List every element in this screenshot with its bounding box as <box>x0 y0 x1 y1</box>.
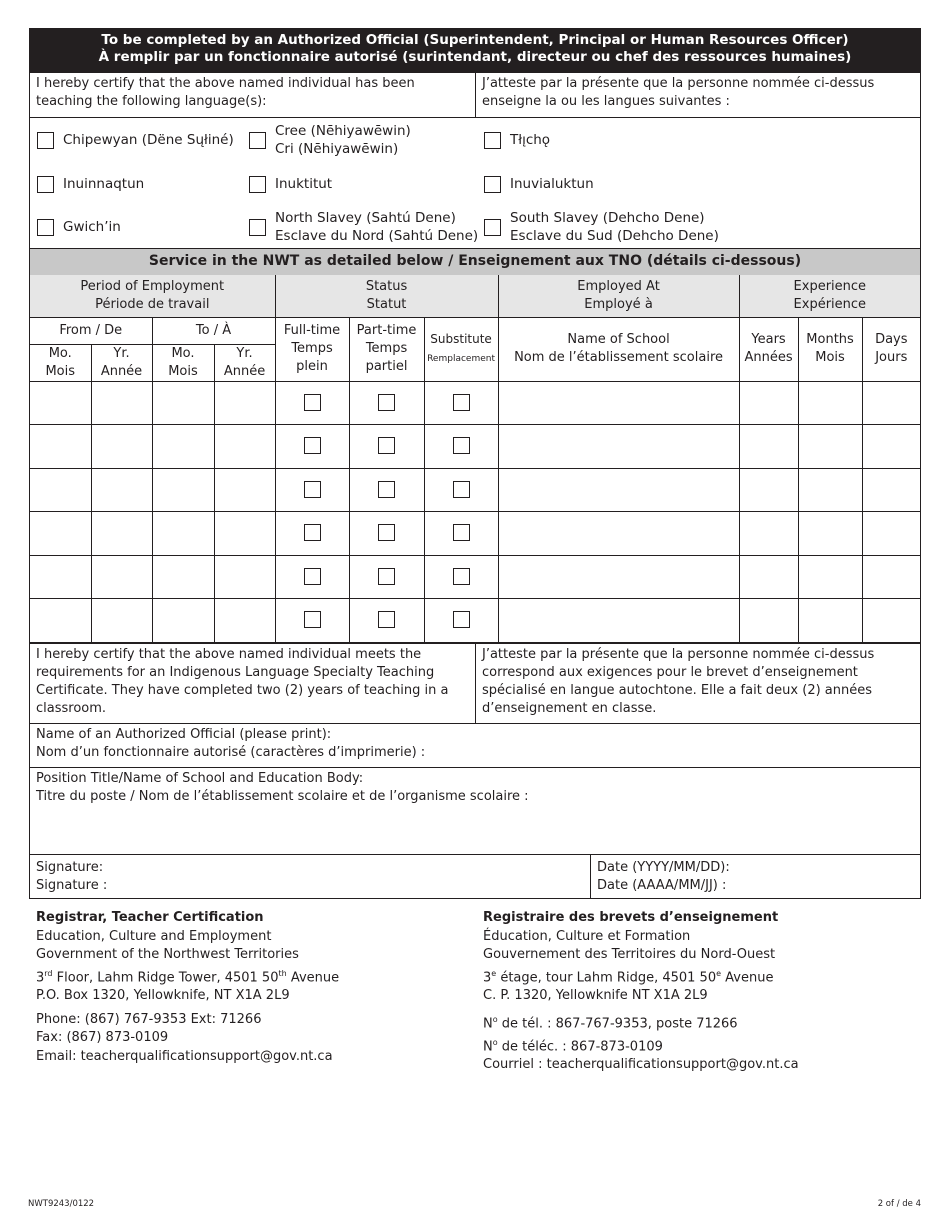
contact-line: C. P. 1320, Yellowknife NT X1A 2L9 <box>483 988 708 1004</box>
from-month-header <box>30 344 91 381</box>
school-header-fr: Nom de l’établissement scolaire <box>514 350 724 365</box>
contact-line: Éducation, Culture et Formation <box>483 928 691 944</box>
language-label: Inuvialuktun <box>510 176 594 192</box>
official-name-field[interactable] <box>30 723 920 767</box>
years-header-en: Years <box>751 332 786 347</box>
fulltime-cell[interactable] <box>275 512 349 556</box>
form-number: NWT9243/0122 <box>28 1199 95 1209</box>
from-year-header <box>91 344 152 381</box>
teaching-certification-row <box>30 72 920 117</box>
to-year-cell[interactable] <box>214 425 275 469</box>
school-header-en: Name of School <box>567 332 670 347</box>
years-cell[interactable] <box>739 381 798 425</box>
from-year-cell[interactable] <box>91 425 152 469</box>
requirements-certification-en: I hereby certify that the above named individual meets the requirements for an Indigenous Language Specialty Teaching Certificate. They have completed two (2) years of teaching in a classroom. <box>30 644 476 723</box>
months-cell[interactable] <box>798 381 862 425</box>
months-cell[interactable] <box>798 468 862 512</box>
parttime-cell[interactable] <box>349 555 424 599</box>
checkbox[interactable] <box>378 611 395 628</box>
period-header-en: Period of Employment <box>80 278 225 294</box>
language-label: Inuktitut <box>275 176 333 192</box>
position-field[interactable] <box>30 767 920 854</box>
contact-phone: Phone: (867) 767-9353 Ext: 71266 <box>36 1011 262 1027</box>
substitute-header-en: Substitute <box>430 332 492 346</box>
checkbox[interactable] <box>453 481 470 498</box>
period-header <box>30 275 275 317</box>
checkbox[interactable] <box>37 132 54 149</box>
years-cell[interactable] <box>739 555 798 599</box>
to-month-cell[interactable] <box>152 555 214 599</box>
checkbox[interactable] <box>453 524 470 541</box>
unit-fr: Année <box>100 363 143 379</box>
parttime-header-en: Part-time <box>356 323 417 338</box>
requirements-certification-fr: J’atteste par la présente que la personne nommée ci-dessus correspond aux exigences pour le brevet d’enseignement spécialisé en langue autochtone. Elle a fait deux (2) années d’enseignement en classe. <box>482 646 875 716</box>
checkbox[interactable] <box>304 568 321 585</box>
fulltime-cell[interactable] <box>275 599 349 643</box>
language-label: Inuinnaqtun <box>63 176 145 192</box>
unit-en: Mo. <box>48 345 72 361</box>
to-year-cell[interactable] <box>214 555 275 599</box>
period-header-fr: Période de travail <box>95 296 210 312</box>
checkbox[interactable] <box>249 176 266 193</box>
language-option-inuktitut[interactable] <box>249 175 332 193</box>
from-year-cell[interactable] <box>91 555 152 599</box>
fulltime-header-en: Full-time <box>283 323 341 338</box>
years-cell[interactable] <box>739 468 798 512</box>
checkbox[interactable] <box>304 394 321 411</box>
contact-line: Government of the Northwest Territories <box>36 947 299 962</box>
contact-email[interactable]: Courriel : teacherqualificationsupport@gov.nt.ca <box>483 1057 799 1073</box>
signature-row <box>30 854 920 898</box>
table-row <box>30 425 920 469</box>
unit-en: Yr. <box>236 345 253 361</box>
from-year-cell[interactable] <box>91 468 152 512</box>
checkbox[interactable] <box>453 437 470 454</box>
table-row <box>30 381 920 425</box>
fulltime-header-fr1: Temps <box>291 341 333 356</box>
experience-header-fr: Expérience <box>793 296 867 312</box>
school-name-cell[interactable] <box>498 381 739 425</box>
service-rows <box>30 381 920 642</box>
school-name-cell[interactable] <box>498 425 739 469</box>
language-label: Chipewyan (Dëne Sųłiné) <box>63 132 234 148</box>
contact-line: Education, Culture and Employment <box>36 928 272 944</box>
parttime-header-fr1: Temps <box>365 341 408 356</box>
days-header <box>862 317 920 381</box>
checkbox[interactable] <box>249 132 266 149</box>
requirements-certification-row <box>30 643 920 723</box>
to-month-cell[interactable] <box>152 468 214 512</box>
checkbox[interactable] <box>453 394 470 411</box>
header-line-fr: À remplir par un fonctionnaire autorisé (surintendant, directeur ou chef des ressources humaines) <box>98 49 852 65</box>
checkbox[interactable] <box>378 481 395 498</box>
contact-line: Gouvernement des Territoires du Nord-Ouest <box>483 947 776 962</box>
from-year-cell[interactable] <box>91 512 152 556</box>
checkbox[interactable] <box>484 132 501 149</box>
from-month-cell[interactable] <box>30 512 91 556</box>
months-cell[interactable] <box>798 425 862 469</box>
school-name-cell[interactable] <box>498 555 739 599</box>
position-label-fr: Titre du poste / Nom de l’établissement scolaire et de l’organisme scolaire : <box>36 788 529 804</box>
to-month-cell[interactable] <box>152 599 214 643</box>
signature-label-fr: Signature : <box>36 877 108 893</box>
language-label <box>510 209 719 245</box>
language-option-north-slavey[interactable] <box>249 209 478 245</box>
status-header-fr: Statut <box>366 296 407 312</box>
language-option-cree[interactable] <box>249 122 411 158</box>
fulltime-cell[interactable] <box>275 555 349 599</box>
days-header-fr: Jours <box>875 350 908 365</box>
table-row <box>30 512 920 556</box>
parttime-cell[interactable] <box>349 381 424 425</box>
checkbox[interactable] <box>304 437 321 454</box>
contact-fax: $N^o$ de téléc. : 867-873-0109 <box>483 1037 663 1054</box>
language-checklist <box>30 117 920 248</box>
months-header-fr: Mois <box>815 350 845 365</box>
unit-en: Mo. <box>171 345 195 361</box>
status-header <box>275 275 498 317</box>
language-option-inuinnaqtun[interactable] <box>37 175 144 193</box>
signature-label-en: Signature: <box>36 859 104 875</box>
to-month-cell[interactable] <box>152 512 214 556</box>
to-header: To / À <box>152 317 275 344</box>
checkbox[interactable] <box>378 394 395 411</box>
table-group-header <box>30 275 920 317</box>
employed-header-en: Employed At <box>577 278 660 294</box>
table-row <box>30 555 920 599</box>
unit-fr: Mois <box>168 363 198 379</box>
to-year-cell[interactable] <box>214 381 275 425</box>
to-month-cell[interactable] <box>152 381 214 425</box>
contact-line: P.O. Box 1320, Yellowknife, NT X1A 2L9 <box>36 988 290 1004</box>
contact-phone: $N^o$ de tél. : 867-767-9353, poste 71266 <box>483 1014 738 1032</box>
header-line-en: To be completed by an Authorized Official (Superintendent, Principal or Human Resources Officer) <box>101 32 849 48</box>
contact-address: 3e étage, tour Lahm Ridge, 4501 50e Avenue <box>483 968 774 985</box>
school-name-cell[interactable] <box>498 468 739 512</box>
years-header-fr: Années <box>744 350 793 365</box>
unit-fr: Année <box>223 363 266 379</box>
parttime-cell[interactable] <box>349 599 424 643</box>
from-month-cell[interactable] <box>30 599 91 643</box>
contact-title: Registraire des brevets d’enseignement <box>483 910 779 925</box>
checkbox[interactable] <box>378 437 395 454</box>
unit-en: Yr. <box>113 345 130 361</box>
days-cell[interactable] <box>862 599 920 643</box>
language-label <box>275 209 478 245</box>
substitute-cell[interactable] <box>424 425 498 469</box>
to-year-cell[interactable] <box>214 512 275 556</box>
substitute-cell[interactable] <box>424 512 498 556</box>
years-cell[interactable] <box>739 599 798 643</box>
date-label-fr: Date (AAAA/MM/JJ) : <box>597 877 727 893</box>
days-header-en: Days <box>875 332 908 347</box>
table-row <box>30 468 920 512</box>
from-month-cell[interactable] <box>30 468 91 512</box>
substitute-header <box>424 317 498 381</box>
contact-block-fr <box>483 909 799 1075</box>
teaching-certification-fr: J’atteste par la présente que la personne nommée ci-dessus enseigne la ou les langues suivantes : <box>482 76 875 109</box>
school-header <box>498 317 739 381</box>
language-label-fr: Cri (Nēhiyawēwin) <box>275 141 399 157</box>
fulltime-header-fr2: plein <box>296 359 328 374</box>
checkbox[interactable] <box>453 611 470 628</box>
parttime-cell[interactable] <box>349 512 424 556</box>
language-option-tlicho[interactable] <box>484 131 550 149</box>
date-label-en: Date (YYYY/MM/DD): <box>597 859 730 875</box>
checkbox[interactable] <box>304 524 321 541</box>
substitute-header-fr: Remplacement <box>427 354 495 364</box>
checkbox[interactable] <box>378 524 395 541</box>
fulltime-cell[interactable] <box>275 425 349 469</box>
experience-header-en: Experience <box>793 278 867 294</box>
language-label: Gwich’in <box>63 219 121 235</box>
months-header-en: Months <box>806 332 854 347</box>
months-cell[interactable] <box>798 512 862 556</box>
checkbox[interactable] <box>378 568 395 585</box>
checkbox[interactable] <box>37 176 54 193</box>
status-header-en: Status <box>365 278 408 294</box>
months-cell[interactable] <box>798 555 862 599</box>
years-header <box>739 317 798 381</box>
checkbox[interactable] <box>37 219 54 236</box>
service-table <box>30 275 920 643</box>
language-option-inuvialuktun[interactable] <box>484 175 594 193</box>
language-option-south-slavey[interactable] <box>484 209 719 245</box>
to-year-cell[interactable] <box>214 599 275 643</box>
days-cell[interactable] <box>862 381 920 425</box>
days-cell[interactable] <box>862 468 920 512</box>
from-year-cell[interactable] <box>91 381 152 425</box>
contact-email[interactable]: Email: teacherqualificationsupport@gov.nt.ca <box>36 1048 333 1064</box>
language-label-fr: Esclave du Sud (Dehcho Dene) <box>510 228 719 244</box>
years-cell[interactable] <box>739 425 798 469</box>
parttime-header-fr2: partiel <box>365 359 408 374</box>
years-cell[interactable] <box>739 512 798 556</box>
months-cell[interactable] <box>798 599 862 643</box>
days-cell[interactable] <box>862 555 920 599</box>
months-header <box>798 317 862 381</box>
form-section-header <box>30 29 920 72</box>
to-month-header <box>152 344 214 381</box>
from-header: From / De <box>30 317 152 344</box>
checkbox[interactable] <box>249 219 266 236</box>
language-label: Tłı̨chǫ <box>510 132 551 148</box>
school-name-cell[interactable] <box>498 599 739 643</box>
checkbox[interactable] <box>484 219 501 236</box>
from-month-cell[interactable] <box>30 381 91 425</box>
employed-header-fr: Employé à <box>584 296 653 312</box>
signature-field[interactable] <box>30 855 591 898</box>
substitute-cell[interactable] <box>424 599 498 643</box>
parttime-cell[interactable] <box>349 425 424 469</box>
contact-block-en <box>36 909 339 1066</box>
official-name-label-en: Name of an Authorized Official (please print): <box>36 726 332 742</box>
to-year-header <box>214 344 275 381</box>
from-month-cell[interactable] <box>30 555 91 599</box>
parttime-header <box>349 317 424 381</box>
language-label <box>275 122 411 158</box>
experience-header <box>739 275 920 317</box>
contact-title: Registrar, Teacher Certification <box>36 910 264 925</box>
service-section-title: Service in the NWT as detailed below / Enseignement aux TNO (détails ci-dessous) <box>30 248 920 275</box>
checkbox[interactable] <box>304 481 321 498</box>
substitute-cell[interactable] <box>424 381 498 425</box>
date-field[interactable] <box>591 855 920 898</box>
to-month-cell[interactable] <box>152 425 214 469</box>
language-label-en: Cree (Nēhiyawēwin) <box>275 123 411 139</box>
parttime-cell[interactable] <box>349 468 424 512</box>
contact-address: 3rd Floor, Lahm Ridge Tower, 4501 50th Avenue <box>36 968 340 985</box>
position-label-en: Position Title/Name of School and Education Body: <box>36 770 364 786</box>
checkbox[interactable] <box>484 176 501 193</box>
to-year-cell[interactable] <box>214 468 275 512</box>
fulltime-cell[interactable] <box>275 468 349 512</box>
language-option-gwichin[interactable] <box>37 218 121 236</box>
language-label-en: South Slavey (Dehcho Dene) <box>510 210 705 226</box>
days-cell[interactable] <box>862 512 920 556</box>
language-option-chipewyan[interactable] <box>37 131 234 149</box>
days-cell[interactable] <box>862 425 920 469</box>
unit-fr: Mois <box>45 363 76 379</box>
checkbox[interactable] <box>453 568 470 585</box>
page-number: 2 of / de 4 <box>877 1199 921 1209</box>
table-subheader <box>30 317 920 344</box>
language-label-en: North Slavey (Sahtú Dene) <box>275 210 456 226</box>
from-month-cell[interactable] <box>30 425 91 469</box>
substitute-cell[interactable] <box>424 468 498 512</box>
fulltime-header <box>275 317 349 381</box>
substitute-cell[interactable] <box>424 555 498 599</box>
employed-header <box>498 275 739 317</box>
school-name-cell[interactable] <box>498 512 739 556</box>
language-label-fr: Esclave du Nord (Sahtú Dene) <box>275 228 479 244</box>
table-row <box>30 599 920 643</box>
fulltime-cell[interactable] <box>275 381 349 425</box>
checkbox[interactable] <box>304 611 321 628</box>
teaching-certification-en: I hereby certify that the above named individual has been teaching the following language(s): <box>30 73 476 117</box>
contact-fax: Fax: (867) 873-0109 <box>36 1030 169 1046</box>
official-name-label-fr: Nom d’un fonctionnaire autorisé (caractères d’imprimerie) : <box>36 744 426 760</box>
authorized-official-form <box>29 28 921 899</box>
from-year-cell[interactable] <box>91 599 152 643</box>
